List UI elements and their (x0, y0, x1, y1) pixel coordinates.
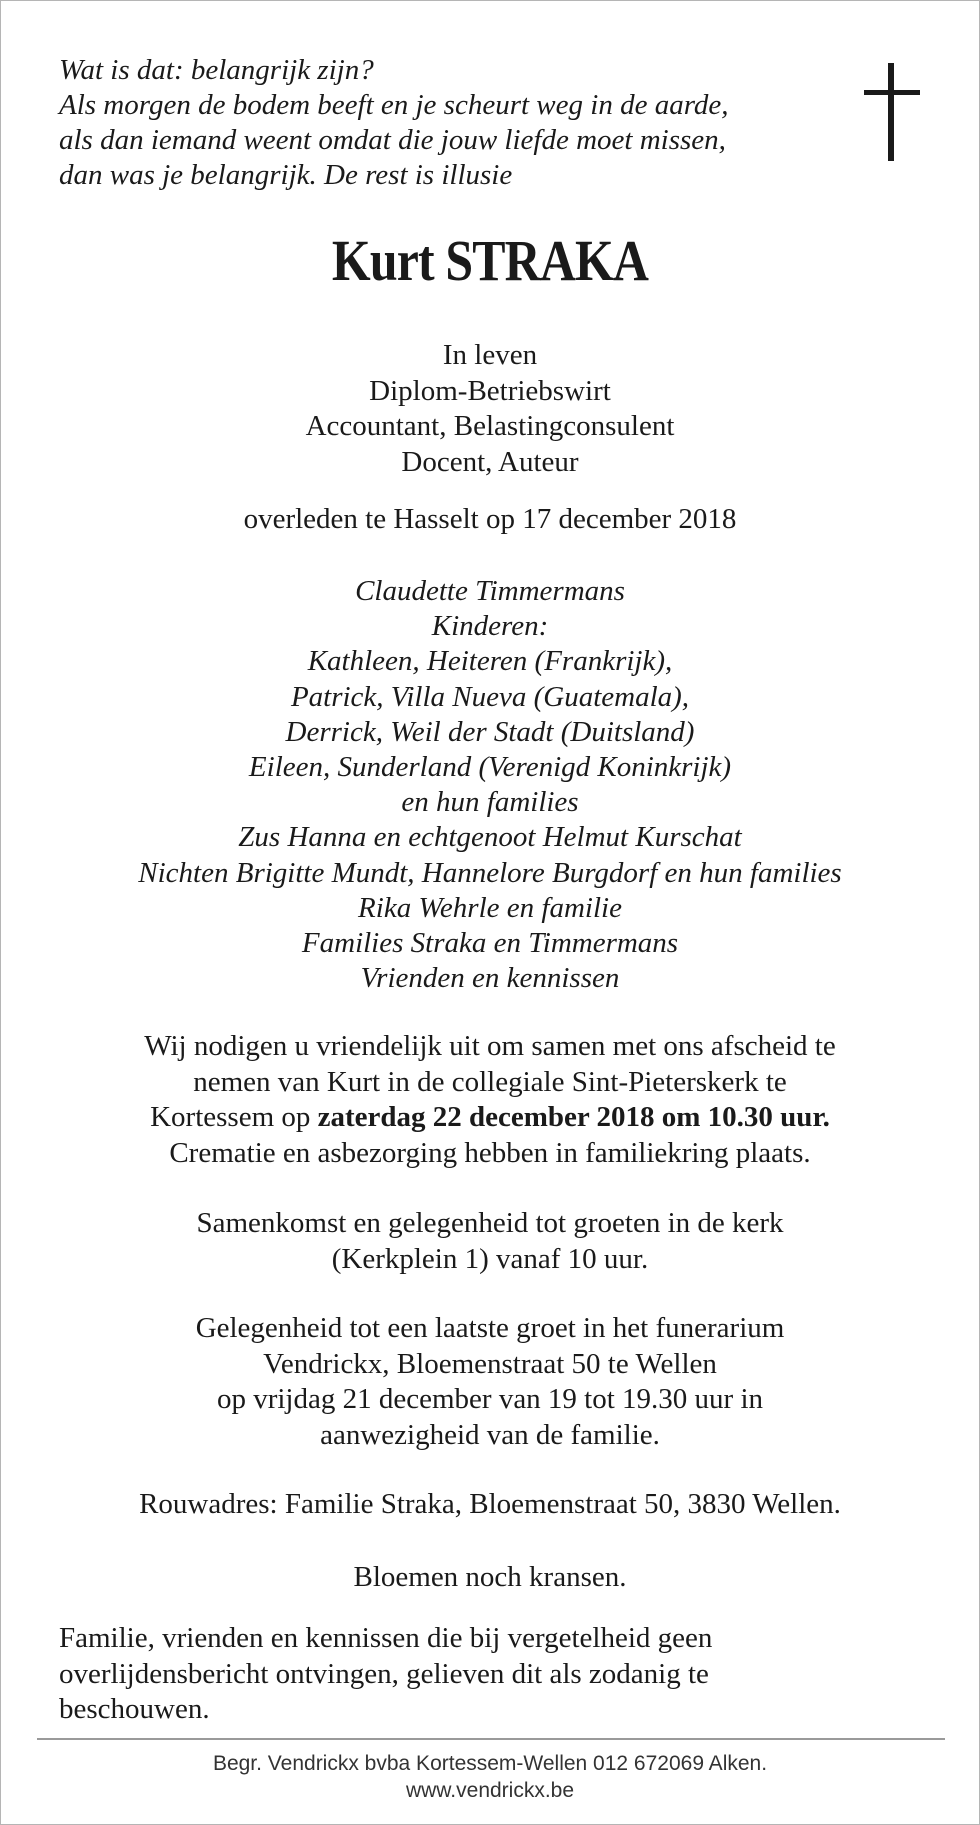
poem (59, 53, 819, 193)
service-line: Crematie en asbezorging hebben in familiekring plaats. (169, 1136, 811, 1169)
family-line: Claudette Timmermans (355, 575, 625, 607)
title-line: Diplom-Betriebswirt (369, 374, 611, 407)
title-line: Accountant, Belastingconsulent (305, 410, 675, 442)
funerarium-info (1, 1311, 979, 1453)
funerarium-line: op vrijdag 21 december van 19 tot 19.30 uur in (216, 1383, 764, 1415)
footer-divider (37, 1738, 945, 1740)
notice-line: Familie, vrienden en kennissen die bij vergetelheid geen (59, 1622, 713, 1654)
family-line: Derrick, Weil der Stadt (Duitsland) (285, 715, 695, 748)
deceased-titles (1, 338, 979, 480)
deceased-name: Kurt STRAKA (331, 228, 649, 293)
family-line: Rika Wehrle en familie (358, 891, 622, 924)
poem-line: als dan iemand weent omdat die jouw liefde moet missen, (59, 124, 726, 156)
meeting-line: Samenkomst en gelegenheid tot groeten in de kerk (196, 1207, 784, 1239)
mourning-address: Rouwadres: Familie Straka, Bloemenstraat 50, 3830 Wellen. (139, 1488, 841, 1520)
service-line-date (1, 1100, 979, 1136)
family-line: Nichten Brigitte Mundt, Hannelore Burgdorf en hun families (138, 856, 842, 889)
notice-paragraph (59, 1621, 919, 1728)
funerarium-line: Vendrickx, Bloemenstraat 50 te Wellen (263, 1347, 717, 1380)
service-date: zaterdag 22 december 2018 om 10.30 uur. (317, 1101, 830, 1133)
service-line: nemen van Kurt in de collegiale Sint-Pieterskerk te (193, 1065, 787, 1098)
meeting-line: (Kerkplein 1) vanaf 10 uur. (331, 1242, 649, 1275)
family-list (1, 574, 979, 996)
family-line: en hun families (401, 786, 579, 819)
meeting-info (1, 1206, 979, 1277)
footer-company: Begr. Vendrickx bvba Kortessem-Wellen 012 672069 Alken. (212, 1752, 768, 1775)
footer-website[interactable]: www.vendrickx.be (405, 1779, 575, 1802)
notice-line: beschouwen. (59, 1693, 210, 1725)
family-line: Vrienden en kennissen (360, 962, 620, 995)
service-announcement (1, 1029, 979, 1171)
service-line: Wij nodigen u vriendelijk uit om samen met ons afscheid te (144, 1030, 836, 1062)
family-line: Kathleen, Heiteren (Frankrijk), (307, 645, 673, 678)
family-line: Zus Hanna en echtgenoot Helmut Kurschat (238, 821, 742, 854)
poem-line: dan was je belangrijk. De rest is illusie (59, 159, 513, 191)
notice-line: overlijdensbericht ontvingen, gelieven dit als zodanig te (59, 1657, 709, 1690)
family-line: Families Straka en Timmermans (301, 927, 679, 960)
service-prefix: Kortessem op (150, 1101, 318, 1133)
family-line: Patrick, Villa Nueva (Guatemala), (290, 680, 690, 713)
flowers-notice: Bloemen noch kransen. (353, 1561, 627, 1593)
family-line: Kinderen: (431, 610, 549, 643)
cross-icon (864, 63, 920, 161)
funerarium-line: aanwezigheid van de familie. (320, 1418, 660, 1451)
title-line: Docent, Auteur (401, 445, 579, 478)
funerarium-line: Gelegenheid tot een laatste groet in het funerarium (195, 1312, 785, 1344)
title-line: In leven (442, 339, 538, 371)
poem-line: Als morgen de bodem beeft en je scheurt weg in de aarde, (59, 89, 729, 121)
death-notice: overleden te Hasselt op 17 december 2018 (243, 503, 737, 535)
family-line: Eileen, Sunderland (Verenigd Koninkrijk) (248, 751, 732, 784)
footer (1, 1750, 979, 1804)
poem-line: Wat is dat: belangrijk zijn? (59, 54, 374, 86)
